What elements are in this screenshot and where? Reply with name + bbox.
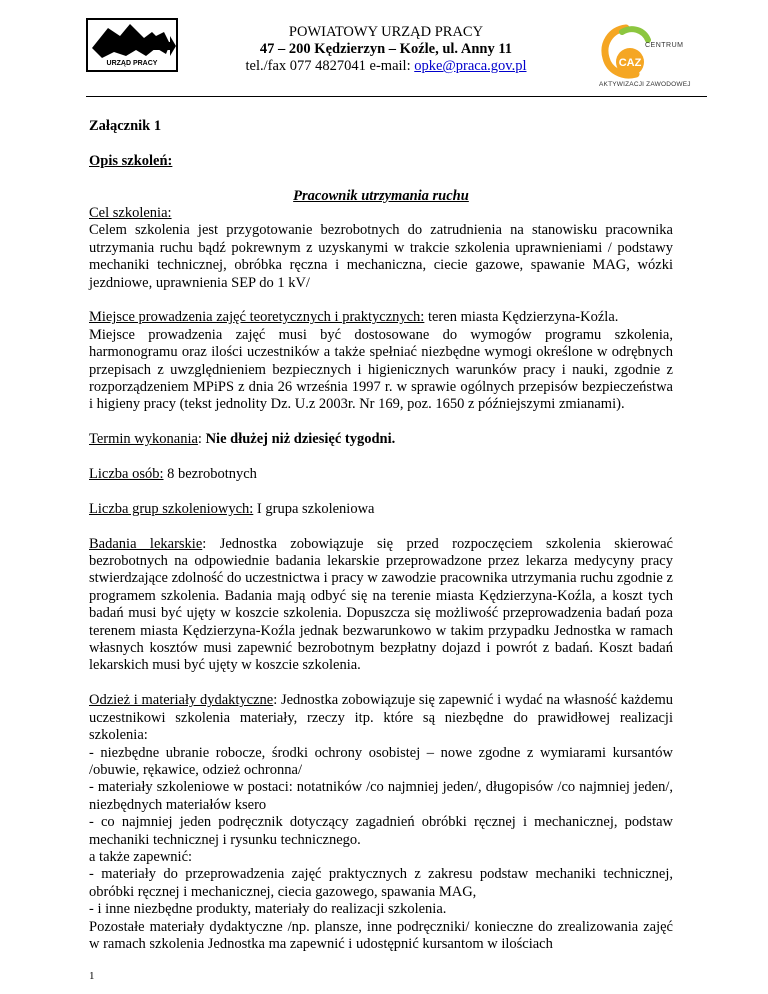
place-value: teren miasta Kędzierzyna-Koźla. (424, 309, 619, 326)
svg-text:URZĄD PRACY: URZĄD PRACY (106, 60, 158, 67)
also-item: - materiały do przeprowadzenia zajęć praktycznych z zakresu podstaw mechaniki technicznej, obróbki ręcznej i mechanicznej, ciecia gazowego, spawania MAG, (89, 866, 673, 900)
term-line: Termin wykonania: Nie dłużej niż dziesięć tygodni. (89, 431, 396, 448)
clothing-text: : Jednostka zobowiązuje się zapewnić i wydać na własność każdemu uczestnikowi szkolenia materiały, rzeczy itp. które są niezbędne do prawidłowej realizacji szkolenia: (89, 692, 673, 744)
caz-logo-word: CENTRUM (645, 42, 684, 49)
clothing-item: - niezbędne ubranie robocze, środki ochrony osobistej – nowe zgodne z wymiarami kursantów /obuwie, rękawice, odzież ochronna/ (89, 744, 673, 778)
attachment-label: Załącznik 1 (89, 118, 162, 134)
clothing-item: - co najmniej jeden podręcznik dotyczący zagadnień obróbki ręcznej i mechanicznej, podstaw mechaniki technicznej i rysunku technicznego. (89, 814, 673, 848)
groups-value: I grupa szkoleniowa (253, 500, 375, 517)
place-text: Miejsce prowadzenia zajęć musi być dostosowane do wymogów programu szkolenia, harmonogramu oraz ilości uczestników a także spełniać niezbędne wymogi określone w odrębnych przepisach z uwzględnieniem bezpiecznych i higienicznych warunków pracy i nauki, zgodnie z rozporządzeniem MPiPS z dnia 26 września 1997 r. w sprawie ogólnych przepisów bezpieczeństwa i higieny pracy (tekst jednolity Dz. U.z 2003r. Nr 169, poz. 1650 z późniejszymi zmianami). (89, 326, 673, 413)
term-value: Nie dłużej niż dziesięć tygodni. (205, 431, 396, 448)
groups-label: Liczba grup szkoleniowych: (89, 500, 254, 517)
office-info (216, 24, 556, 75)
document-body (89, 118, 673, 953)
persons-label: Liczba osób: (89, 466, 164, 483)
persons-value: 8 bezrobotnych (163, 466, 257, 483)
groups-line (89, 501, 673, 518)
header-divider (86, 96, 707, 97)
svg-text:CAZ: CAZ (618, 57, 642, 69)
clothing-paragraph (89, 692, 673, 744)
medical-paragraph (89, 536, 673, 675)
goal-text: Celem szkolenia jest przygotowanie bezrobotnych do zatrudnienia na stanowisku pracownika utrzymania ruchu bądź pokrewnym z uzyskanymi w trakcie szkolenia uprawnieniami / podstawy mechaniki technicznej, obróbka ręczna i mechaniczna, ciecie gazowe, spawanie MAG, wózki jezdniowe, uprawnienia SEP do 1 kV/ (89, 222, 673, 291)
page-number: 1 (89, 970, 95, 982)
remaining-text: Pozostałe materiały dydaktyczne /np. plansze, inne podręczniki/ konieczne do zrealizowania zajęć w ramach szkolenia Jednostka ma zapewnić i udostępnić kursantom w ilościach (89, 918, 673, 952)
goal-label: Cel szkolenia: (89, 205, 172, 221)
clothing-label: Odzież i materiały dydaktyczne (89, 692, 274, 709)
term-label: Termin wykonania (89, 431, 198, 448)
medical-label: Badania lekarskie (89, 535, 203, 552)
also-item: - i inne niezbędne produkty, materiały do realizacji szkolenia. (89, 901, 447, 918)
page-header (0, 0, 768, 100)
training-title: Pracownik utrzymania ruchu (293, 187, 469, 204)
caz-logo-subtitle: AKTYWIZACJI ZAWODOWEJ (599, 81, 691, 88)
place-line (89, 309, 673, 326)
office-contact: tel./fax 077 4827041 e-mail: opke@praca.gov.pl (245, 58, 527, 74)
clothing-item: - materiały szkoleniowe w postaci: notatników /co najmniej jeden/, długopisów /co najmniej jeden/, niezbędnych materiałów ksero (89, 779, 673, 813)
section-heading: Opis szkoleń: (89, 152, 173, 169)
email-link[interactable]: opke@praca.gov.pl (414, 58, 527, 74)
place-label: Miejsce prowadzenia zajęć teoretycznych i praktycznych: (89, 309, 425, 326)
office-name: POWIATOWY URZĄD PRACY (288, 24, 484, 40)
office-address: 47 – 200 Kędzierzyn – Koźle, ul. Anny 11 (259, 41, 513, 57)
medical-text: : Jednostka zobowiązuje się przed rozpoczęciem szkolenia skierować bezrobotnych na odpowiednie badania lekarskie przeprowadzone przez lekarza medycyny pracy stwierdzające zdolność do uczestnictwa i pracy w zawodzie pracownika utrzymania ruchu zgodnie z programem szkolenia. Badania mają odbyć się na terenie miasta Kędzierzyna-Koźla, a koszt tych badań musi być ujęty w koszcie szkolenia. Dopuszcza się możliwość przeprowadzenia badań poza terenem miasta Kędzierzyna-Koźla jednak bezwarunkowo w takim przypadku Jednostka w ramach własnych kosztów musi zapewnić bezrobotnym bezpłatny dojazd i powrót z badań. Koszt badań lekarskich musi być ujęty w koszcie szkolenia. (89, 535, 673, 674)
urzad-pracy-logo (86, 18, 178, 72)
also-label: a także zapewnić: (89, 848, 193, 865)
persons-line (89, 466, 673, 483)
